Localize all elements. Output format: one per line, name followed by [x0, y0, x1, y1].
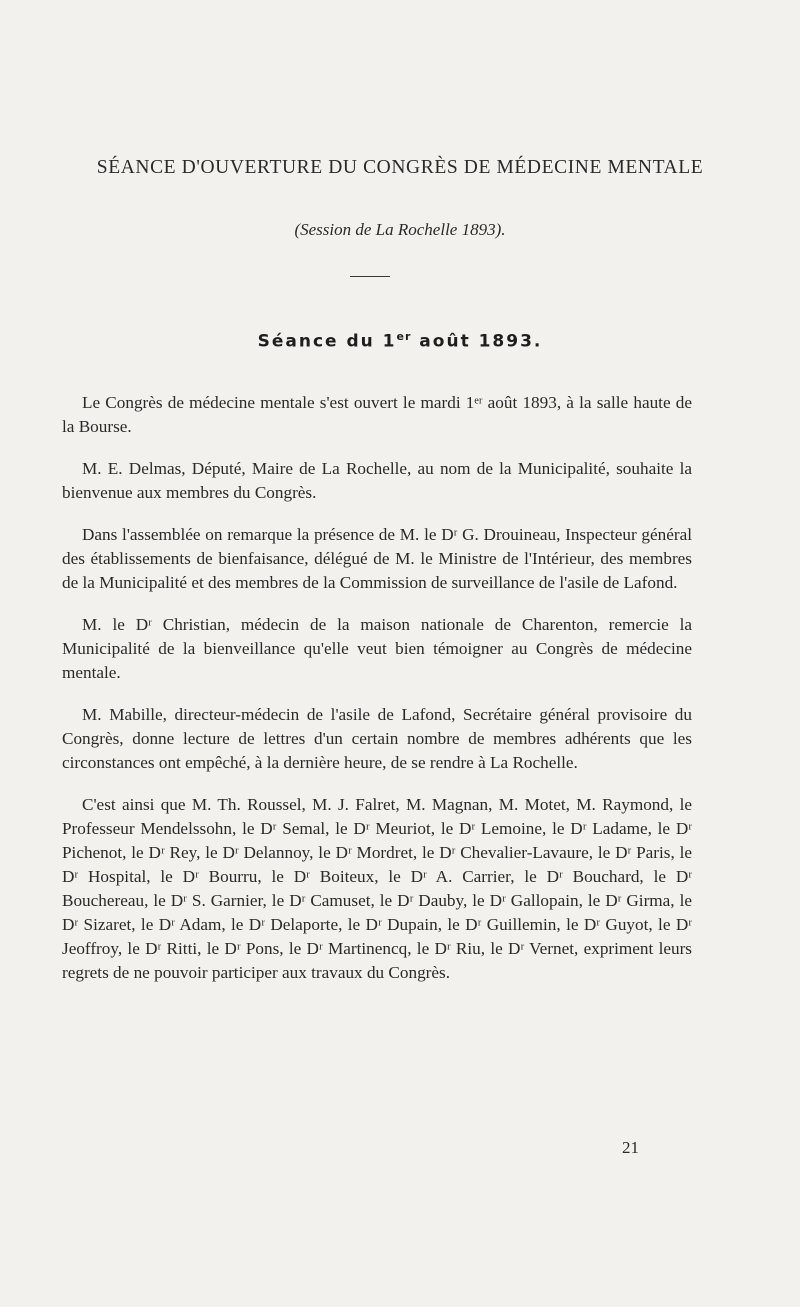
seance-title: [0, 330, 800, 352]
paragraph: M. le Dʳ Christian, médecin de la maison nationale de Charenton, remercie la Municipalité de la bienveillance qu'elle veut bien témoigner au Congrès de médecine mentale.: [62, 615, 692, 682]
document-heading: SÉANCE D'OUVERTURE DU CONGRÈS DE MÉDECINE MENTALE: [96, 157, 704, 178]
paragraph: M. Mabille, directeur-médecin de l'asile de Lafond, Secrétaire général provisoire du Congrès, donne lecture de lettres d'un certain nombre de membres adhérents que les circonstances ont empêché, à la dernière heure, de se rendre à La Rochelle.: [62, 705, 692, 772]
paragraph: M. E. Delmas, Député, Maire de La Rochelle, au nom de la Municipalité, souhaite la bienvenue aux membres du Congrès.: [62, 459, 692, 502]
separator-rule: [350, 276, 390, 277]
paragraph: C'est ainsi que M. Th. Roussel, M. J. Falret, M. Magnan, M. Motet, M. Raymond, le Professeur Mendelssohn, le Dʳ Semal, le Dʳ Meuriot, le Dʳ Lemoine, le Dʳ Ladame, le Dʳ Pichenot, le Dʳ Rey, le Dʳ Delannoy, le Dʳ Mordret, le Dʳ Chevalier-Lavaure, le Dʳ Paris, le Dʳ Hospital, le Dʳ Bourru, le Dʳ Boiteux, le Dʳ A. Carrier, le Dʳ Bouchard, le Dʳ Bouchereau, le Dʳ S. Garnier, le Dʳ Camuset, le Dʳ Dauby, le Dʳ Gallopain, le Dʳ Girma, le Dʳ Sizaret, le Dʳ Adam, le Dʳ Delaporte, le Dʳ Dupain, le Dʳ Guillemin, le Dʳ Guyot, le Dʳ Jeoffroy, le Dʳ Ritti, le Dʳ Pons, le Dʳ Martinencq, le Dʳ Riu, le Dʳ Vernet, expriment leurs regrets de ne pouvoir participer aux travaux du Congrès.: [62, 795, 692, 982]
paragraph: Le Congrès de médecine mentale s'est ouvert le mardi 1ᵉʳ août 1893, à la salle haute de la Bourse.: [62, 393, 692, 436]
session-subtitle: (Session de La Rochelle 1893).: [294, 220, 506, 239]
seance-title-sup: er: [396, 330, 412, 343]
paragraph: Dans l'assemblée on remarque la présence de M. le Dʳ G. Drouineau, Inspecteur général des établissements de bienfaisance, délégué de M. le Ministre de l'Intérieur, des membres de la Municipalité et des membres de la Commission de surveillance de l'asile de Lafond.: [62, 525, 692, 592]
seance-title-suffix: août 1893.: [411, 331, 543, 352]
page-number: 21: [622, 1138, 639, 1157]
body-text: [62, 391, 692, 985]
seance-title-prefix: Séance du 1: [257, 331, 397, 352]
